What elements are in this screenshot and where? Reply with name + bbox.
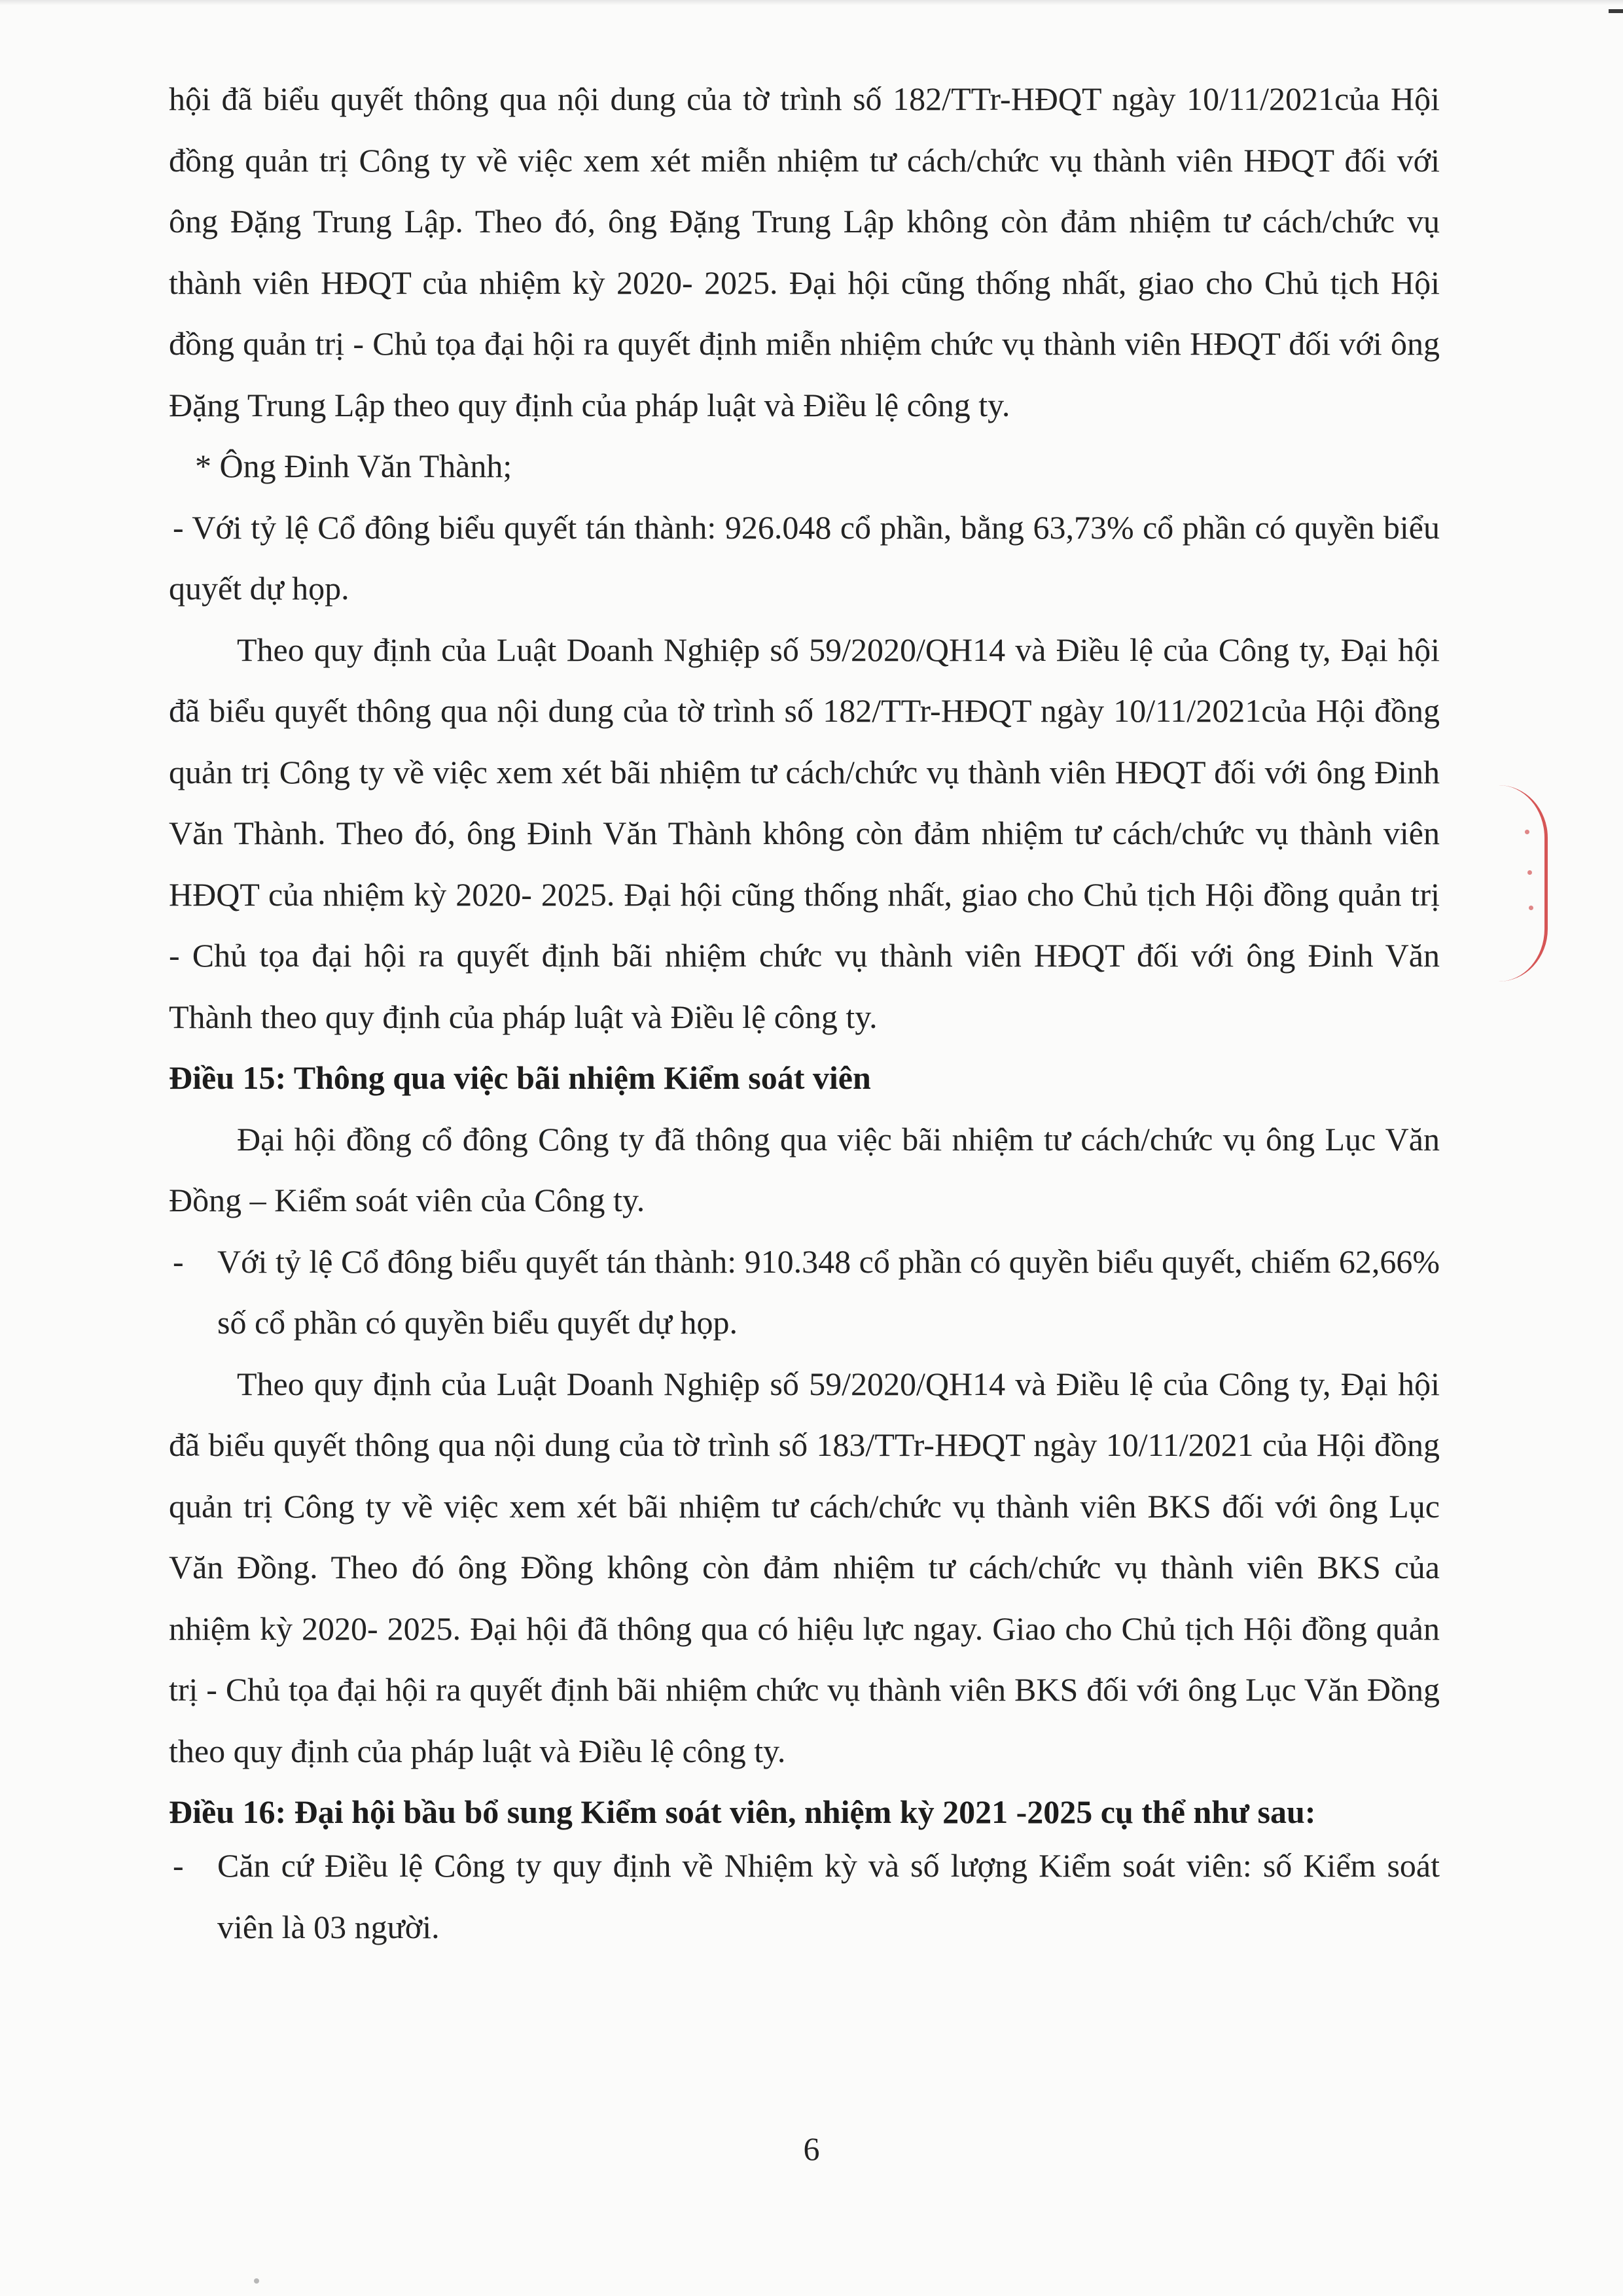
scan-edge-mark [1609, 9, 1623, 13]
vote-result-dinh-van-thanh: - Với tỷ lệ Cổ đông biểu quyết tán thành: 926.048 cổ phần, bằng 63,73% cổ phần có quyền biểu quyết dự họp. [169, 508, 1440, 607]
document-body [169, 69, 1440, 1958]
stamp-mark [1525, 830, 1529, 834]
supervisor-count-text: Căn cứ Điều lệ Công ty quy định về Nhiệm kỳ và số lượng Kiểm soát viên: số Kiểm soát viên là 03 người. [217, 1847, 1440, 1945]
paragraph-dismissal-dinh-van-thanh: Theo quy định của Luật Doanh Nghiệp số 59/2020/QH14 và Điều lệ của Công ty, Đại hội đã biểu quyết thông qua nội dung của tờ trình số 182/TTr-HĐQT ngày 10/11/2021của Hội đồng quản trị Công ty về việc xem xét bãi nhiệm tư cách/chức vụ thành viên HĐQT đối với ông Đinh Văn Thành. Theo đó, ông Đinh Văn Thành không còn đảm nhiệm tư cách/chức vụ thành viên HĐQT của nhiệm kỳ 2020- 2025. Đại hội cũng thống nhất, giao cho Chủ tịch Hội đồng quản trị - Chủ tọa đại hội ra quyết định bãi nhiệm chức vụ thành viên HĐQT đối với ông Đinh Văn Thành theo quy định của pháp luật và Điều lệ công ty. [169, 631, 1440, 1035]
vote-result-luc-van-dong [169, 1231, 1440, 1354]
page-number: 6 [803, 2130, 820, 2167]
paragraph-dismissal-luc-van-dong: Theo quy định của Luật Doanh Nghiệp số 59/2020/QH14 và Điều lệ của Công ty, Đại hội đã biểu quyết thông qua nội dung của tờ trình số 183/TTr-HĐQT ngày 10/11/2021 của Hội đồng quản trị Công ty về việc xem xét bãi nhiệm tư cách/chức vụ thành viên BKS đối với ông Lục Văn Đồng. Theo đó ông Đồng không còn đảm nhiệm tư cách/chức vụ thành viên BKS của nhiệm kỳ 2020- 2025. Đại hội đã thông qua có hiệu lực ngay. Giao cho Chủ tịch Hội đồng quản trị - Chủ tọa đại hội ra quyết định bãi nhiệm chức vụ thành viên BKS đối với ông Lục Văn Đồng theo quy định của pháp luật và Điều lệ công ty. [169, 1365, 1440, 1769]
stamp-mark [1527, 870, 1532, 875]
article-16-heading: Điều 16: Đại hội bầu bổ sung Kiểm soát viên, nhiệm kỳ 2021 -2025 cụ thể như sau: [169, 1793, 1316, 1830]
stamp-mark [1529, 906, 1533, 910]
vote-result-text: Với tỷ lệ Cổ đông biểu quyết tán thành: 910.348 cổ phần có quyền biểu quyết, chiếm 62,66% số cổ phần có quyền biểu quyết dự họp. [217, 1243, 1440, 1341]
list-dash: - [173, 1847, 184, 1884]
red-seal-stamp-edge [1499, 785, 1548, 981]
scan-top-edge [0, 0, 1623, 5]
paragraph-dismissal-dang-trung-lap: hội đã biểu quyết thông qua nội dung của tờ trình số 182/TTr-HĐQT ngày 10/11/2021của Hội đồng quản trị Công ty về việc xem xét miễn nhiệm tư cách/chức vụ thành viên HĐQT đối với ông Đặng Trung Lập. Theo đó, ông Đặng Trung Lập không còn đảm nhiệm tư cách/chức vụ thành viên HĐQT của nhiệm kỳ 2020- 2025. Đại hội cũng thống nhất, giao cho Chủ tịch Hội đồng quản trị - Chủ tọa đại hội ra quyết định miễn nhiệm chức vụ thành viên HĐQT đối với ông Đặng Trung Lập theo quy định của pháp luật và Điều lệ công ty. [169, 80, 1440, 423]
nominee-dinh-van-thanh: * Ông Đinh Văn Thành; [195, 448, 512, 484]
paragraph-dismissal-luc-van-dong-intro: Đại hội đồng cổ đông Công ty đã thông qua việc bãi nhiệm tư cách/chức vụ ông Lục Văn Đồng – Kiểm soát viên của Công ty. [169, 1120, 1440, 1218]
list-dash: - [173, 1243, 184, 1280]
supervisor-count-basis [169, 1835, 1440, 1958]
scan-speck [254, 2278, 259, 2284]
article-15-heading: Điều 15: Thông qua việc bãi nhiệm Kiểm soát viên [169, 1059, 871, 1096]
